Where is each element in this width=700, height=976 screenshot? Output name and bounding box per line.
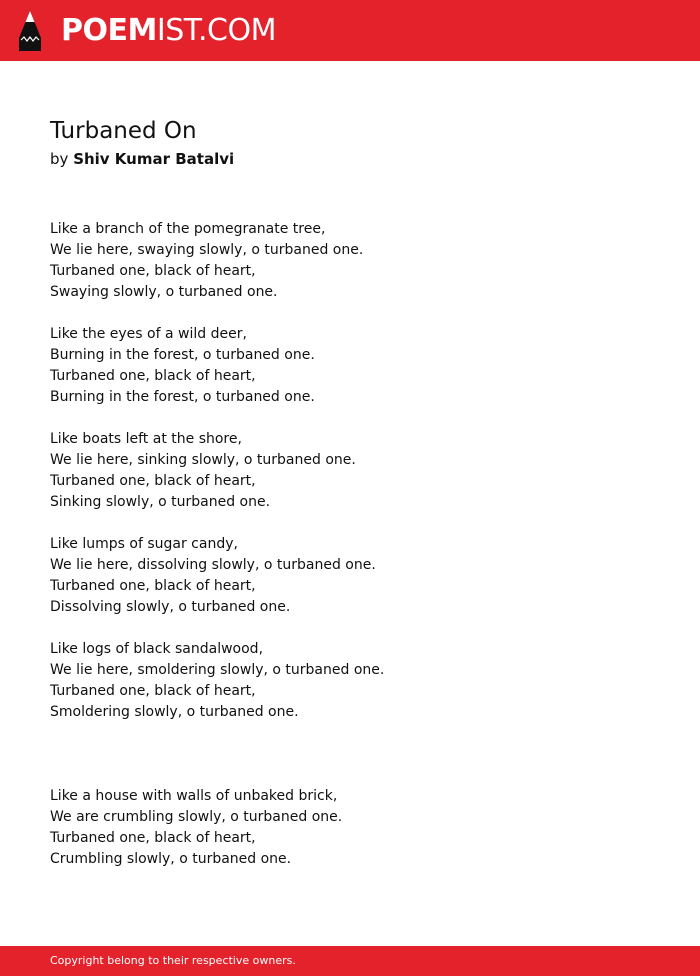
poem-line: Turbaned one, black of heart, xyxy=(50,263,256,279)
copyright-notice: Copyright belong to their respective owners. xyxy=(50,954,296,967)
poem-line: Turbaned one, black of heart, xyxy=(50,683,256,699)
poem-line: Dissolving slowly, o turbaned one. xyxy=(50,599,291,615)
stanza xyxy=(50,786,670,870)
stanza-gap xyxy=(50,303,670,324)
stanza xyxy=(50,219,670,303)
stanza xyxy=(50,429,670,513)
poem-line: Crumbling slowly, o turbaned one. xyxy=(50,851,292,867)
poem-line: We lie here, sinking slowly, o turbaned one. xyxy=(50,452,356,468)
site-header xyxy=(0,0,700,61)
poem-line: Smoldering slowly, o turbaned one. xyxy=(50,704,299,720)
stanza-gap xyxy=(50,723,670,786)
poem-byline xyxy=(50,148,234,170)
poem-line: Turbaned one, black of heart, xyxy=(50,578,256,594)
stanza-gap xyxy=(50,408,670,429)
stanza xyxy=(50,534,670,618)
logo-wordmark-bold: POEM xyxy=(61,13,157,48)
logo-wordmark-light: IST.COM xyxy=(156,13,276,48)
logo-wordmark xyxy=(61,9,276,53)
poem-line: Turbaned one, black of heart, xyxy=(50,830,256,846)
poem-line: Burning in the forest, o turbaned one. xyxy=(50,389,315,405)
pencil-tip-icon xyxy=(17,10,43,52)
poem-line: We lie here, swaying slowly, o turbaned one. xyxy=(50,242,364,258)
poem-line: Like lumps of sugar candy, xyxy=(50,536,238,552)
poem-line: Like a house with walls of unbaked brick, xyxy=(50,788,338,804)
poem-line: Sinking slowly, o turbaned one. xyxy=(50,494,271,510)
poem-line: Like a branch of the pomegranate tree, xyxy=(50,221,326,237)
stanza xyxy=(50,639,670,723)
poem-line: We lie here, smoldering slowly, o turbaned one. xyxy=(50,662,385,678)
poem-line: Like logs of black sandalwood, xyxy=(50,641,264,657)
poem-line: We lie here, dissolving slowly, o turbaned one. xyxy=(50,557,376,573)
poem-line: Swaying slowly, o turbaned one. xyxy=(50,284,278,300)
by-label: by xyxy=(50,150,69,168)
site-footer xyxy=(0,946,700,976)
poem-line: Turbaned one, black of heart, xyxy=(50,473,256,489)
poem-line: Burning in the forest, o turbaned one. xyxy=(50,347,315,363)
poem-body xyxy=(50,219,670,870)
poem-line: Like the eyes of a wild deer, xyxy=(50,326,247,342)
stanza xyxy=(50,324,670,408)
poem-line: We are crumbling slowly, o turbaned one. xyxy=(50,809,343,825)
poem-author[interactable]: Shiv Kumar Batalvi xyxy=(73,150,235,168)
stanza-gap xyxy=(50,513,670,534)
site-logo[interactable] xyxy=(17,9,276,53)
poem-title: Turbaned On xyxy=(50,118,197,144)
poem-line: Like boats left at the shore, xyxy=(50,431,242,447)
poem-line: Turbaned one, black of heart, xyxy=(50,368,256,384)
stanza-gap xyxy=(50,618,670,639)
